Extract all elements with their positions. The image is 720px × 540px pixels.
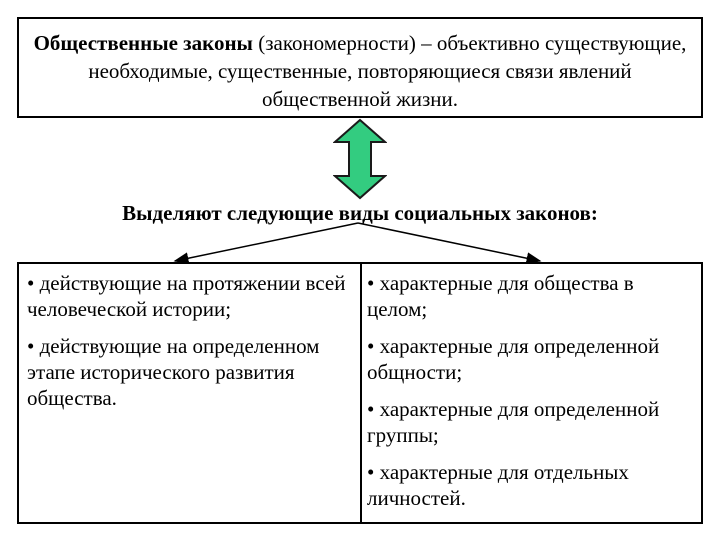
double-arrow-icon bbox=[333, 118, 387, 200]
definition-term: Общественные законы bbox=[33, 31, 253, 55]
types-heading: Выделяют следующие виды социальных законов: bbox=[122, 201, 598, 225]
right-item: • характерные для общества в целом; bbox=[367, 271, 634, 321]
left-item: • действующие на протяжении всей человеческой истории; bbox=[27, 271, 346, 321]
left-column-box bbox=[17, 262, 362, 524]
branch-arrow-right bbox=[358, 223, 540, 261]
right-column-box bbox=[360, 262, 703, 524]
definition-text: (закономерности) – объективно существующие, необходимые, существенные, повторяющиеся связи явлений общественной жизни. bbox=[88, 31, 687, 111]
double-arrow-shape bbox=[335, 120, 385, 198]
right-item: • характерные для определенной группы; bbox=[367, 397, 660, 447]
branch-arrow-left bbox=[175, 223, 358, 261]
right-item: • характерные для определенной общности; bbox=[367, 334, 660, 384]
definition-box bbox=[17, 17, 703, 118]
right-item: • характерные для отдельных личностей. bbox=[367, 460, 629, 510]
left-item: • действующие на определенном этапе исторического развития общества. bbox=[27, 334, 320, 410]
